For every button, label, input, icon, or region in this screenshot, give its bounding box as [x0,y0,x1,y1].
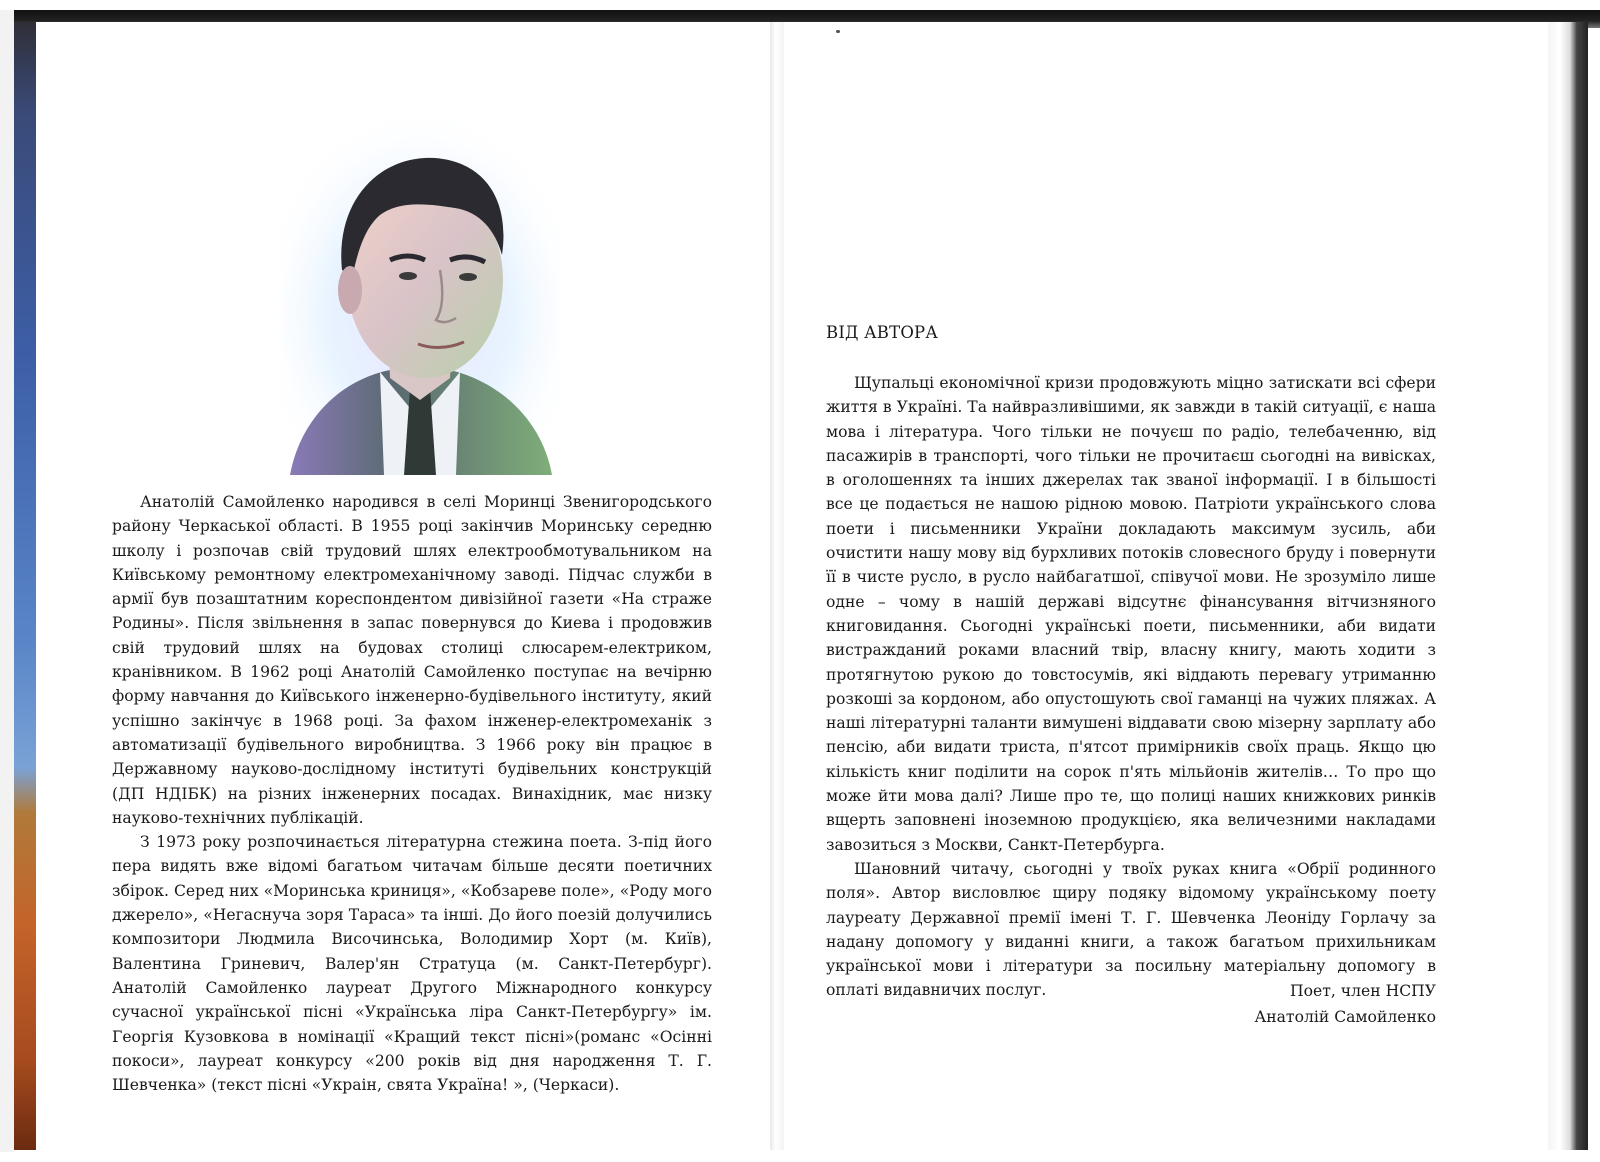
signature-title: Поет, член НСПУ [1290,982,1436,1000]
foreword-paragraph: Щупальці економічної кризи продовжують міцно затискати всі сфери життя в Україні. Та найвразливішими, як завжди в такій ситуації, є наша мова і література. Чого тільки не почуєш по радіо, телебаченню, від пасажирів в транспорті, чого тільки не прочитаєш сьогодні на вивісках, в оголошеннях та інших джерелах так званої інформації. І в більшості все це подається не нашою рідною мовою. Патріоти українського слова поети і письменники України докладають максимум зусиль, аби очистити нашу мову від бурхливих потоків словесного бруду і повернути її в чисте русло, в русло найбагатшої, співучої мови. Не зрозуміло лише одне – чому в нашій державі відсутнє фінансування вітчизняного книговидання. Сьогодні українські поети, письменники, аби видати вистражданий роками власний твір, власну книгу, мають ходити з протягнутою рукою до товстосумів, які віддають перевагу утриманню розкоші за кордоном, або опустошують свої гаманці на чужих пляжах. А наші літературні таланти вимушені віддавати свою мізерну зарплату або пенсію, аби видати триста, п'ятсот примірників своїх праць. Якщо цю кількість книг поділити на сорок п'ять мільйонів жителів… То про що може йти мова далі? Лише про те, що полиці наших книжкових ринків вщерть заповнені іноземною продукцією, яка величезними накладами завозиться з Москви, Санкт-Петербурга. [826,374,1436,854]
biography-paragraph: З 1973 року розпочинається літературна стежина поета. З-під його пера видять вже відомі багатьом читачам більше десяти поетичних збірок. Серед них «Моринська криниця», «Кобзареве поле», «Роду мого джерело», «Негаснуча зоря Тараса» та інші. До його поезій долучились композитори Людмила Височинська, Володимир Хорт (м. Київ), Валентина Гриневич, Валер'ян Стратуца (м. Санкт-Петербург). Анатолій Самойленко лауреат Другого Міжнародного конкурсу сучасної української пісні «Українська ліра Санкт-Петербургу» ім. Георгія Кузовкова в номінації «Кращий текст пісні»(романс «Осінні покоси», лауреат конкурсу «200 років від дня народження Т. Г. Шевченка» (текст пісні «Украін, свята Україна! », (Черкаси). [112,833,712,1095]
right-page-edge [1548,22,1588,1152]
author-signature [1150,978,1436,1030]
biography-paragraph: Анатолій Самойленко народився в селі Моринці Звенигородського району Черкаської області. В 1955 році закінчив Моринську середню школу і розпочав свій трудовий шлях електрообмотувальником на Київському ремонтному електромеханічному заводі. Підчас служби в армії був позаштатним кореспондентом дивізійної газети «На страже Родины». Після звільнення в запас повернувся до Киева і продовжив свій трудовий шлях на будовах столиці слюсарем-електриком, кранівником. В 1962 році Анатолій Самойленко поступає на вечірню форму навчання до Київського інженерно-будівельного інституту, який успішно закінчує в 1968 році. За фахом інженер-електромеханік з автоматизації будівельного виробництва. З 1966 року він працює в Державному науково-дослідному інституті будівельних конструкцій (ДП НДІБК) на різних інженерних посадах. Винахідник, має низку науково-технічних публікацій. [112,493,712,827]
signature-name: Анатолій Самойленко [1254,1008,1436,1026]
author-portrait [280,120,560,475]
biography-text [112,490,712,1097]
print-speck [836,30,840,33]
section-heading: ВІД АВТОРА [826,323,939,342]
book-gutter [770,22,784,1152]
scan-bottom-margin [14,1150,1600,1162]
foreword-text [826,371,1436,1003]
book-cover-edge [14,22,36,1152]
scan-left-margin [0,10,14,1152]
foreword-paragraph: Шановний читачу, сьогодні у твоїх руках книга «Обрії родинного поля». Автор висловлює щиру подяку відомому українському поету лауреату Державної премії імені Т. Г. Шевченка Леоніду Горлачу за надану допомогу у виданні книги, а також багатьом прихильникам української мови і літератури за посильну матеріальну допомогу в оплаті видавничих послуг. [826,859,1436,1000]
